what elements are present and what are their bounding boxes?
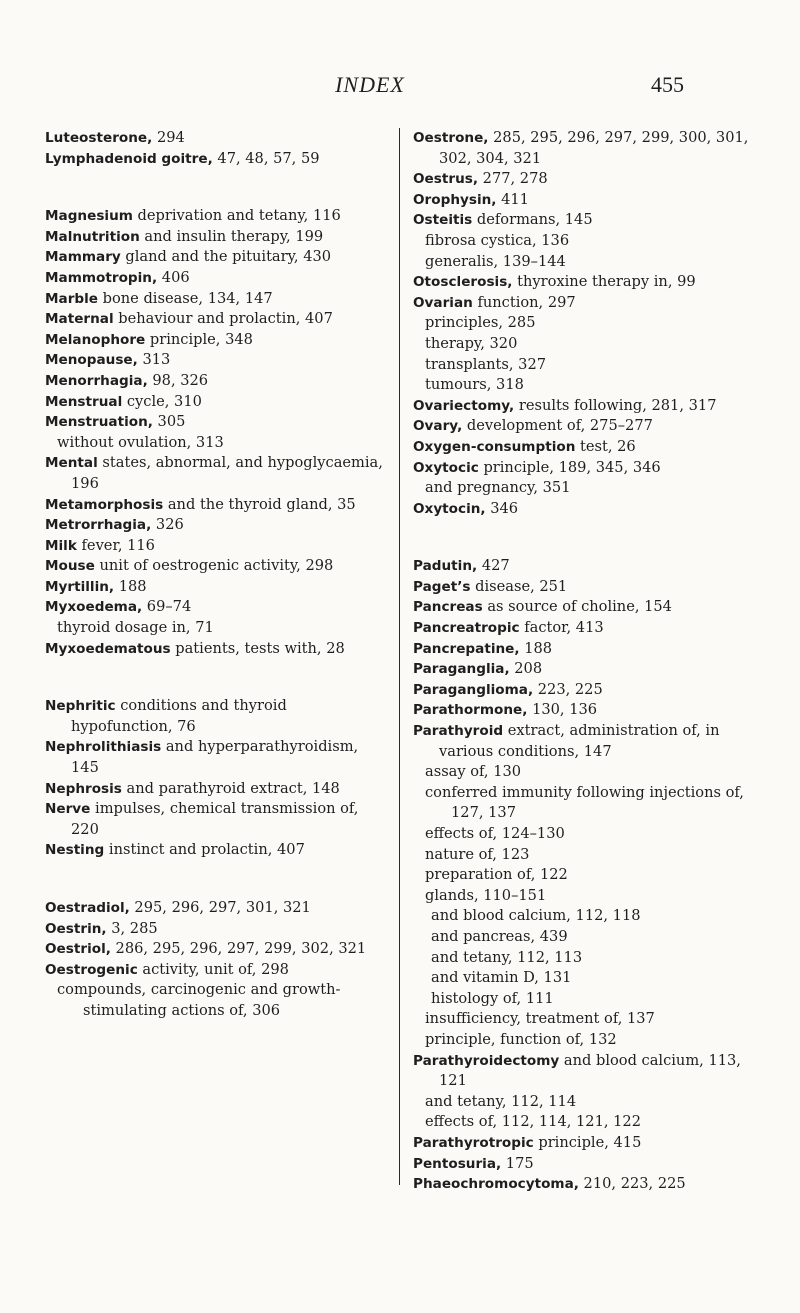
index-entry — [45, 960, 385, 981]
index-entry — [45, 919, 385, 940]
index-subentry — [413, 1112, 753, 1133]
index-entry — [413, 680, 753, 701]
index-locators: 326 — [151, 516, 184, 534]
index-subentry — [45, 618, 385, 639]
index-entry — [45, 639, 385, 660]
index-locators: effects of, 124–130 — [425, 825, 565, 842]
index-locators: transplants, 327 — [425, 355, 547, 373]
index-locators: patients, tests with, 28 — [170, 639, 345, 657]
index-term: Nerve — [45, 801, 91, 818]
index-entry — [45, 350, 385, 371]
index-term: Parathyrotropic — [413, 1134, 534, 1151]
index-entry — [413, 437, 753, 458]
index-term: Oxytocic — [413, 459, 479, 476]
index-locators: 188 — [519, 639, 553, 657]
index-locators: development of, 275–277 — [462, 417, 653, 435]
index-entry — [413, 1174, 753, 1195]
index-locators: and parathyroid extract, 148 — [121, 779, 340, 797]
index-locators: 3, 285 — [106, 919, 158, 937]
index-subentry — [413, 886, 753, 907]
index-term: Lymphadenoid goitre, — [45, 150, 213, 167]
index-entry — [413, 721, 753, 762]
index-locators: without ovulation, 313 — [57, 433, 224, 451]
index-locators: and blood calcium, 113, 121 — [439, 1051, 741, 1090]
index-locators: 188 — [114, 577, 147, 595]
index-term: Nephrosis — [45, 780, 122, 797]
index-locators: and hyperparathyroidism, 145 — [71, 738, 359, 777]
index-term: Pentosuria, — [413, 1155, 502, 1172]
index-locators: cycle, 310 — [122, 392, 202, 410]
index-entry — [413, 396, 753, 417]
index-term: Parathyroid — [413, 723, 504, 740]
index-locators: states, abnormal, and hypoglycaemia, 196 — [71, 454, 383, 492]
index-term: Oestrogenic — [45, 961, 138, 978]
index-locators: results following, 281, 317 — [514, 396, 717, 414]
index-locators: 294 — [152, 129, 185, 146]
index-entry — [413, 556, 753, 577]
index-term: Milk — [45, 537, 77, 554]
index-locators: and blood calcium, 112, 118 — [431, 907, 641, 925]
index-term: Pancreas — [413, 599, 483, 616]
index-entry — [413, 618, 753, 639]
index-entry — [45, 128, 385, 149]
index-locators: 98, 326 — [147, 371, 209, 389]
index-term: Magnesium — [45, 208, 133, 225]
index-term: Orophysin, — [413, 191, 497, 208]
index-term: Oestrus, — [413, 171, 479, 188]
index-locators: 286, 295, 296, 297, 299, 302, 321 — [110, 940, 367, 958]
index-term: Nesting — [45, 842, 105, 859]
index-term: Nephritic — [45, 698, 116, 715]
index-entry — [413, 639, 753, 660]
running-title: INDEX — [335, 72, 405, 97]
index-term: Oestriol, — [45, 941, 111, 958]
index-locators: thyroxine therapy in, 99 — [512, 273, 696, 291]
index-locators: as source of choline, 154 — [482, 598, 672, 616]
index-term: Ovarian — [413, 294, 473, 311]
index-term: Oestrone, — [413, 130, 489, 146]
index-term: Mental — [45, 455, 98, 472]
right-index-column — [413, 128, 753, 1195]
column-divider — [399, 128, 400, 1185]
index-locators: instinct and prolactin, 407 — [104, 841, 305, 859]
index-subentry — [413, 231, 753, 252]
index-subentry — [45, 433, 385, 454]
index-locators: and pregnancy, 351 — [425, 479, 571, 497]
index-locators: fever, 116 — [76, 536, 155, 554]
index-term: Ovary, — [413, 418, 463, 435]
index-locators: 69–74 — [142, 598, 192, 616]
index-locators: tumours, 318 — [425, 376, 524, 394]
index-term: Myrtillin, — [45, 578, 115, 595]
index-locators: and the thyroid gland, 35 — [163, 495, 356, 513]
index-subentry — [413, 313, 753, 334]
index-locators: 313 — [137, 351, 171, 369]
index-entry — [45, 939, 385, 960]
index-subentry — [413, 989, 753, 1010]
index-locators: nature of, 123 — [425, 845, 530, 863]
letter-group-gap — [45, 169, 385, 206]
index-locators: and vitamin D, 131 — [431, 969, 572, 987]
index-entry — [45, 696, 385, 737]
index-term: Mouse — [45, 558, 95, 575]
index-entry — [45, 597, 385, 618]
index-locators: principles, 285 — [425, 314, 536, 332]
index-entry — [45, 536, 385, 557]
index-entry — [413, 577, 753, 598]
index-locators: 130, 136 — [527, 701, 598, 719]
index-entry — [413, 597, 753, 618]
index-locators: and tetany, 112, 114 — [425, 1092, 577, 1110]
index-entry — [45, 371, 385, 392]
index-entry — [413, 272, 753, 293]
index-locators: and tetany, 112, 113 — [431, 948, 583, 966]
index-locators: 47, 48, 57, 59 — [212, 149, 320, 167]
index-locators: glands, 110–151 — [425, 886, 547, 904]
index-locators: preparation of, 122 — [425, 866, 568, 884]
index-locators: bone disease, 134, 147 — [98, 289, 273, 307]
index-term: Menorrhagia, — [45, 372, 148, 389]
index-entry — [45, 392, 385, 413]
index-entry — [45, 840, 385, 861]
index-locators: principle, 348 — [145, 330, 253, 348]
index-subentry — [413, 355, 753, 376]
index-entry — [45, 898, 385, 919]
index-subentry — [413, 252, 753, 273]
index-locators: and insulin therapy, 199 — [139, 227, 324, 245]
index-locators: 305 — [152, 413, 186, 431]
index-term: Ovariectomy, — [413, 397, 515, 414]
index-subentry — [413, 375, 753, 396]
index-term: Marble — [45, 290, 99, 307]
index-locators: conditions and thyroid hypofunction, 76 — [71, 697, 287, 735]
index-locators: gland and the pituitary, 430 — [120, 248, 332, 266]
index-term: Luteosterone, — [45, 130, 153, 146]
index-locators: 285, 295, 296, 297, 299, 300, 301, 302, 304, 321 — [439, 129, 749, 167]
index-term: Melanophore — [45, 331, 146, 348]
index-term: Paget’s — [413, 578, 471, 595]
index-locators: disease, 251 — [470, 577, 568, 595]
index-subentry — [413, 1009, 753, 1030]
index-term: Myxoedema, — [45, 599, 143, 616]
index-term: Pancrepatine, — [413, 640, 520, 657]
index-term: Parathormone, — [413, 702, 528, 719]
index-locators: principle, function of, 132 — [425, 1030, 617, 1048]
index-locators: factor, 413 — [519, 619, 604, 637]
index-entry — [45, 149, 385, 170]
index-locators: effects of, 112, 114, 121, 122 — [425, 1113, 642, 1131]
index-locators: 223, 225 — [533, 680, 603, 698]
index-entry — [45, 330, 385, 351]
index-locators: therapy, 320 — [425, 334, 518, 352]
index-term: Paraganglioma, — [413, 681, 534, 698]
index-locators: extract, administration of, in various conditions, 147 — [439, 722, 720, 760]
index-locators: 411 — [496, 190, 529, 208]
index-entry — [45, 737, 385, 778]
index-entry — [413, 458, 753, 479]
index-locators: impulses, chemical transmission of, 220 — [71, 800, 359, 838]
index-subentry — [413, 948, 753, 969]
index-subentry — [413, 1092, 753, 1113]
index-subentry — [413, 968, 753, 989]
left-index-column — [45, 128, 385, 1022]
index-entry — [413, 210, 753, 231]
index-locators: compounds, carcinogenic and growth-stimulating actions of, 306 — [57, 981, 341, 1019]
index-entry — [413, 1154, 753, 1175]
index-term: Malnutrition — [45, 228, 140, 245]
index-entry — [413, 416, 753, 437]
index-term: Padutin, — [413, 558, 478, 575]
index-subentry — [413, 1030, 753, 1051]
index-entry — [45, 799, 385, 840]
index-subentry — [413, 783, 753, 824]
index-locators: histology of, 111 — [431, 989, 554, 1007]
index-subentry — [413, 824, 753, 845]
index-term: Oxytocin, — [413, 500, 486, 517]
index-entry — [45, 206, 385, 227]
page-header — [0, 72, 800, 102]
index-term: Oestradiol, — [45, 900, 130, 916]
index-term: Menopause, — [45, 352, 138, 369]
index-term: Menstrual — [45, 393, 123, 410]
index-entry — [413, 700, 753, 721]
index-term: Paraganglia, — [413, 661, 510, 678]
index-entry — [45, 577, 385, 598]
index-term: Nephrolithiasis — [45, 739, 162, 756]
index-term: Osteitis — [413, 212, 473, 229]
index-term: Myxoedematous — [45, 640, 171, 657]
index-subentry — [413, 906, 753, 927]
index-entry — [45, 309, 385, 330]
index-entry — [45, 453, 385, 494]
index-term: Metamorphosis — [45, 496, 164, 513]
index-entry — [45, 289, 385, 310]
index-term: Mammary — [45, 249, 121, 266]
index-entry — [45, 779, 385, 800]
index-term: Metrorrhagia, — [45, 517, 152, 534]
index-subentry — [413, 865, 753, 886]
index-term: Menstruation, — [45, 414, 153, 431]
index-locators: assay of, 130 — [425, 763, 522, 781]
index-entry — [45, 247, 385, 268]
index-locators: unit of oestrogenic activity, 298 — [94, 557, 334, 575]
index-locators: conferred immunity following injections of, 127, 137 — [425, 783, 744, 822]
index-entry — [45, 515, 385, 536]
index-term: Otosclerosis, — [413, 274, 513, 291]
index-entry — [413, 659, 753, 680]
index-subentry — [413, 762, 753, 783]
letter-group-gap — [45, 659, 385, 696]
index-locators: insufficiency, treatment of, 137 — [425, 1010, 655, 1028]
index-entry — [413, 1133, 753, 1154]
index-subentry — [413, 334, 753, 355]
index-locators: and pancreas, 439 — [431, 927, 568, 945]
index-entry — [45, 495, 385, 516]
index-locators: generalis, 139–144 — [425, 252, 566, 270]
index-locators: principle, 189, 345, 346 — [478, 458, 661, 476]
index-term: Pancreatropic — [413, 620, 520, 637]
index-entry — [45, 227, 385, 248]
index-locators: 175 — [501, 1154, 534, 1172]
index-term: Oestrin, — [45, 920, 107, 937]
index-entry — [413, 293, 753, 314]
index-locators: principle, 415 — [533, 1133, 642, 1151]
index-locators: 346 — [485, 499, 519, 517]
index-locators: thyroid dosage in, 71 — [57, 619, 214, 637]
index-entry — [413, 190, 753, 211]
index-subentry — [413, 927, 753, 948]
index-term: Oxygen-consumption — [413, 438, 576, 455]
index-term: Phaeochromocytoma, — [413, 1176, 579, 1193]
index-locators: activity, unit of, 298 — [137, 960, 289, 978]
index-subentry — [45, 980, 385, 1021]
index-locators: deprivation and tetany, 116 — [132, 207, 341, 225]
index-locators: 406 — [157, 268, 190, 286]
index-locators: 210, 223, 225 — [578, 1175, 686, 1193]
index-term: Parathyroidectomy — [413, 1052, 560, 1069]
index-locators: 208 — [509, 660, 543, 678]
index-entry — [413, 499, 753, 520]
index-term: Mammotropin, — [45, 269, 158, 286]
index-subentry — [413, 478, 753, 499]
index-subentry — [413, 845, 753, 866]
index-entry — [413, 128, 753, 169]
index-entry — [45, 556, 385, 577]
index-locators: 277, 278 — [478, 170, 548, 188]
index-locators: test, 26 — [575, 437, 636, 455]
letter-group-gap — [413, 519, 753, 556]
index-entry — [413, 169, 753, 190]
index-term: Maternal — [45, 311, 114, 328]
index-locators: fibrosa cystica, 136 — [425, 231, 570, 249]
letter-group-gap — [45, 861, 385, 898]
index-entry — [45, 268, 385, 289]
index-locators: behaviour and prolactin, 407 — [113, 310, 333, 328]
index-entry — [413, 1051, 753, 1092]
index-locators: function, 297 — [472, 293, 576, 311]
index-entry — [45, 412, 385, 433]
index-locators: 427 — [477, 557, 510, 575]
index-locators: deformans, 145 — [472, 211, 593, 229]
index-locators: 295, 296, 297, 301, 321 — [129, 899, 311, 916]
page-number: 455 — [651, 72, 684, 97]
